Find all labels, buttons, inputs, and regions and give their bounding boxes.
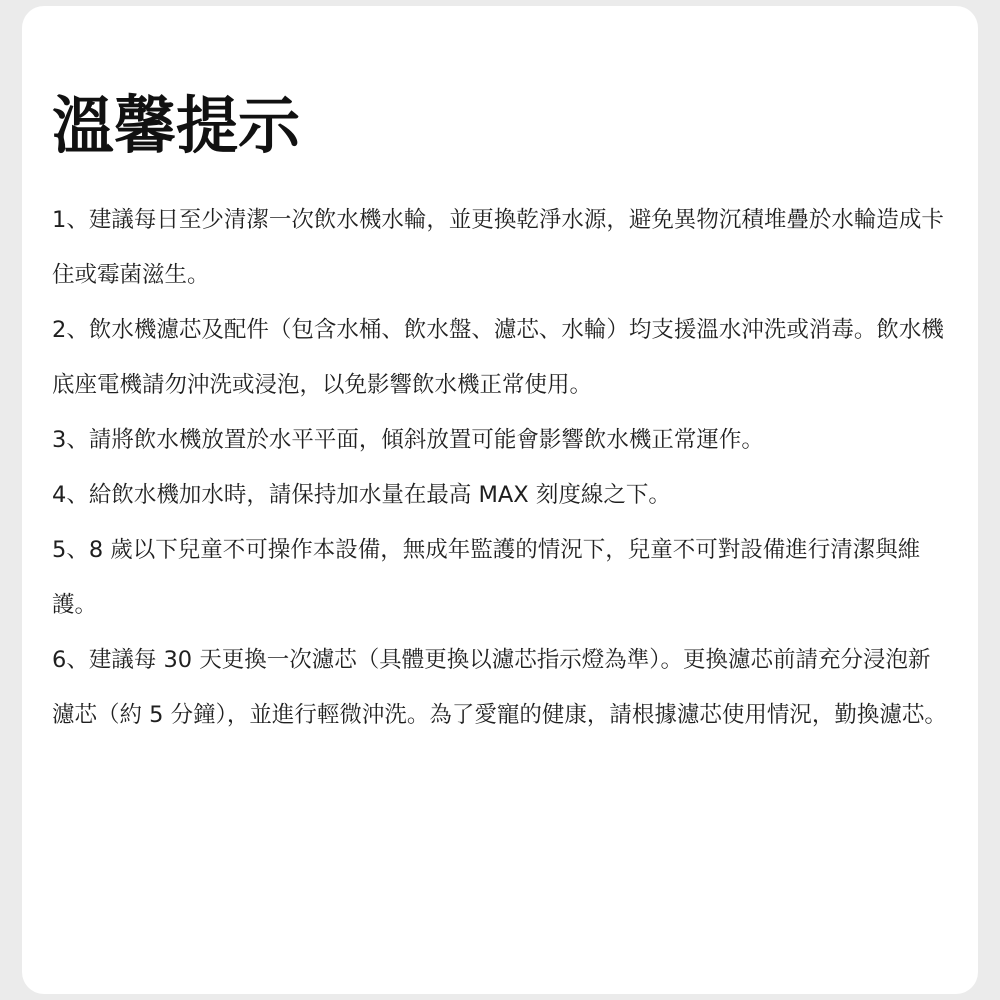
tip-item-2: 2、飲水機濾芯及配件（包含水桶、飲水盤、濾芯、水輪）均支援溫水沖洗或消毒。飲水機底座電機請勿沖洗或浸泡，以免影響飲水機正常使用。	[52, 317, 944, 398]
tip-item-3: 3、請將飲水機放置於水平平面，傾斜放置可能會影響飲水機正常運作。	[52, 427, 764, 453]
tip-item-6: 6、建議每 30 天更換一次濾芯（具體更換以濾芯指示燈為準）。更換濾芯前請充分浸泡新濾芯（約 5 分鐘），並進行輕微沖洗。為了愛寵的健康，請根據濾芯使用情況，勤換濾芯。	[52, 647, 947, 728]
tips-card	[22, 6, 978, 994]
page-title: 溫馨提示	[52, 89, 301, 162]
tip-item-4: 4、給飲水機加水時，請保持加水量在最高 MAX 刻度線之下。	[52, 482, 671, 508]
tips-list	[52, 193, 952, 743]
tip-item-5: 5、8 歲以下兒童不可操作本設備，無成年監護的情況下，兒童不可對設備進行清潔與維護。	[52, 537, 921, 618]
tip-item-1: 1、建議每日至少清潔一次飲水機水輪，並更換乾淨水源，避免異物沉積堆疊於水輪造成卡住或霉菌滋生。	[52, 207, 944, 288]
